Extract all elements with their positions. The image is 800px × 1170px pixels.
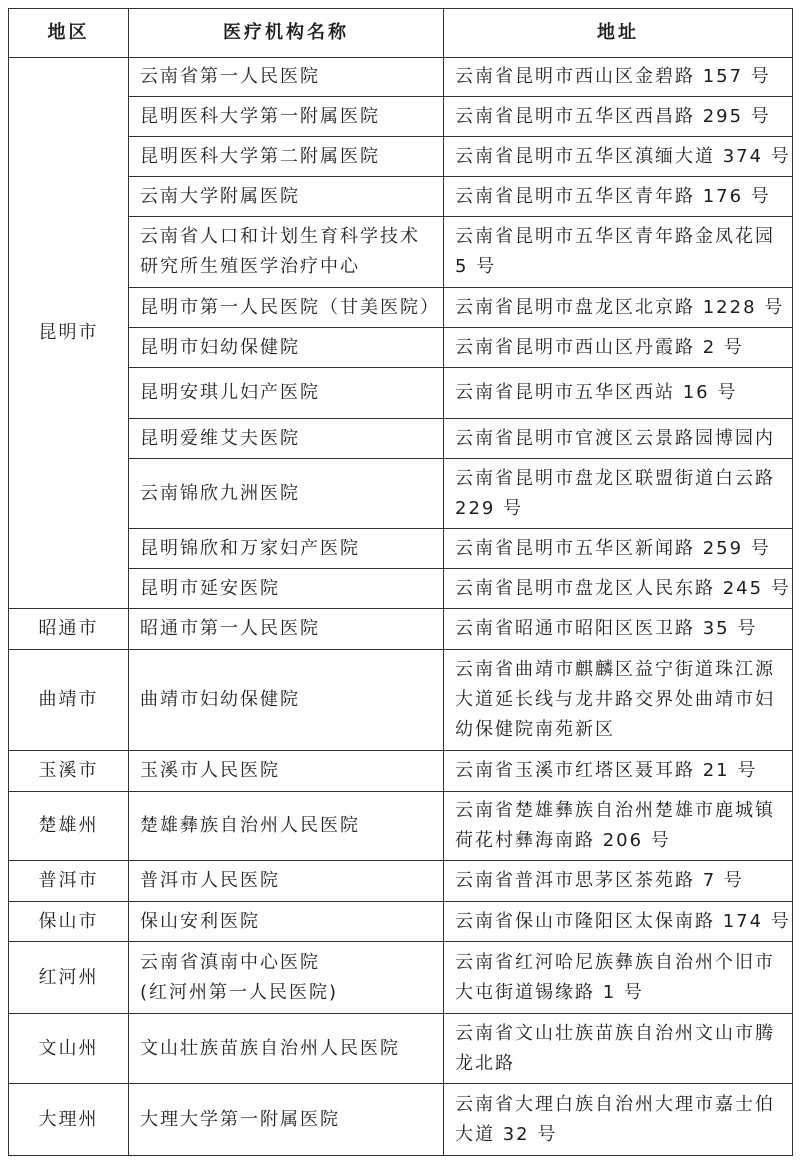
institution-cell: 云南大学附属医院 bbox=[129, 177, 444, 217]
institution-cell: 昆明医科大学第一附属医院 bbox=[129, 97, 444, 137]
region-cell: 昭通市 bbox=[9, 609, 129, 650]
address-cell: 云南省昆明市五华区西站 16 号 bbox=[444, 368, 793, 419]
address-cell: 云南省昆明市盘龙区人民东路 245 号 bbox=[444, 569, 793, 609]
region-cell: 大理州 bbox=[9, 1084, 129, 1156]
hospital-table bbox=[8, 8, 793, 1156]
table-row bbox=[9, 861, 793, 902]
institution-cell: 云南锦欣九洲医院 bbox=[129, 459, 444, 529]
institution-cell: 昆明市第一人民医院（甘美医院） bbox=[129, 288, 444, 328]
institution-cell: 云南省第一人民医院 bbox=[129, 58, 444, 97]
region-cell: 玉溪市 bbox=[9, 751, 129, 792]
institution-cell: 楚雄彝族自治州人民医院 bbox=[129, 792, 444, 861]
region-cell: 保山市 bbox=[9, 902, 129, 942]
institution-cell: 曲靖市妇幼保健院 bbox=[129, 650, 444, 751]
address-cell: 云南省保山市隆阳区太保南路 174 号 bbox=[444, 902, 793, 942]
institution-cell: 大理大学第一附属医院 bbox=[129, 1084, 444, 1156]
table-row bbox=[9, 650, 793, 751]
address-cell: 云南省昆明市五华区新闻路 259 号 bbox=[444, 529, 793, 569]
table-row bbox=[9, 1014, 793, 1084]
region-cell: 红河州 bbox=[9, 942, 129, 1014]
address-cell: 云南省曲靖市麒麟区益宁街道珠江源 大道延长线与龙井路交界处曲靖市妇 幼保健院南苑新区 bbox=[444, 650, 793, 751]
institution-cell: 云南省滇南中心医院 (红河州第一人民医院) bbox=[129, 942, 444, 1014]
address-cell: 云南省昆明市五华区青年路金凤花园 5 号 bbox=[444, 217, 793, 288]
address-cell: 云南省玉溪市红塔区聂耳路 21 号 bbox=[444, 751, 793, 792]
address-cell: 云南省昆明市西山区丹霞路 2 号 bbox=[444, 328, 793, 368]
institution-cell: 昆明医科大学第二附属医院 bbox=[129, 137, 444, 177]
region-cell: 昆明市 bbox=[9, 58, 129, 609]
address-cell: 云南省楚雄彝族自治州楚雄市鹿城镇 荷花村彝海南路 206 号 bbox=[444, 792, 793, 861]
address-cell: 云南省红河哈尼族彝族自治州个旧市 大屯街道锡缘路 1 号 bbox=[444, 942, 793, 1014]
address-cell: 云南省昭通市昭阳区医卫路 35 号 bbox=[444, 609, 793, 650]
institution-cell: 云南省人口和计划生育科学技术 研究所生殖医学治疗中心 bbox=[129, 217, 444, 288]
address-cell: 云南省昆明市官渡区云景路园博园内 bbox=[444, 419, 793, 459]
institution-cell: 昭通市第一人民医院 bbox=[129, 609, 444, 650]
header-row bbox=[9, 9, 793, 58]
region-cell: 曲靖市 bbox=[9, 650, 129, 751]
institution-cell: 昆明市妇幼保健院 bbox=[129, 328, 444, 368]
table-row bbox=[9, 58, 793, 97]
address-cell: 云南省昆明市西山区金碧路 157 号 bbox=[444, 58, 793, 97]
address-cell: 云南省昆明市盘龙区联盟街道白云路 229 号 bbox=[444, 459, 793, 529]
table-row bbox=[9, 609, 793, 650]
institution-cell: 保山安利医院 bbox=[129, 902, 444, 942]
address-cell: 云南省昆明市盘龙区北京路 1228 号 bbox=[444, 288, 793, 328]
table-row bbox=[9, 942, 793, 1014]
institution-cell: 文山壮族苗族自治州人民医院 bbox=[129, 1014, 444, 1084]
institution-cell: 昆明爱维艾夫医院 bbox=[129, 419, 444, 459]
institution-cell: 昆明安琪儿妇产医院 bbox=[129, 368, 444, 419]
region-cell: 文山州 bbox=[9, 1014, 129, 1084]
table-row bbox=[9, 902, 793, 942]
table-row bbox=[9, 751, 793, 792]
address-cell: 云南省昆明市五华区滇缅大道 374 号 bbox=[444, 137, 793, 177]
region-cell: 楚雄州 bbox=[9, 792, 129, 861]
address-cell: 云南省大理白族自治州大理市嘉士伯 大道 32 号 bbox=[444, 1084, 793, 1156]
table-row bbox=[9, 792, 793, 861]
address-cell: 云南省文山壮族苗族自治州文山市腾 龙北路 bbox=[444, 1014, 793, 1084]
institution-cell: 普洱市人民医院 bbox=[129, 861, 444, 902]
header-institution: 医疗机构名称 bbox=[129, 9, 444, 58]
table-row bbox=[9, 1084, 793, 1156]
address-cell: 云南省昆明市五华区青年路 176 号 bbox=[444, 177, 793, 217]
address-cell: 云南省普洱市思茅区茶苑路 7 号 bbox=[444, 861, 793, 902]
institution-cell: 昆明市延安医院 bbox=[129, 569, 444, 609]
header-address: 地址 bbox=[444, 9, 793, 58]
institution-cell: 昆明锦欣和万家妇产医院 bbox=[129, 529, 444, 569]
region-cell: 普洱市 bbox=[9, 861, 129, 902]
header-region: 地区 bbox=[9, 9, 129, 58]
institution-cell: 玉溪市人民医院 bbox=[129, 751, 444, 792]
address-cell: 云南省昆明市五华区西昌路 295 号 bbox=[444, 97, 793, 137]
